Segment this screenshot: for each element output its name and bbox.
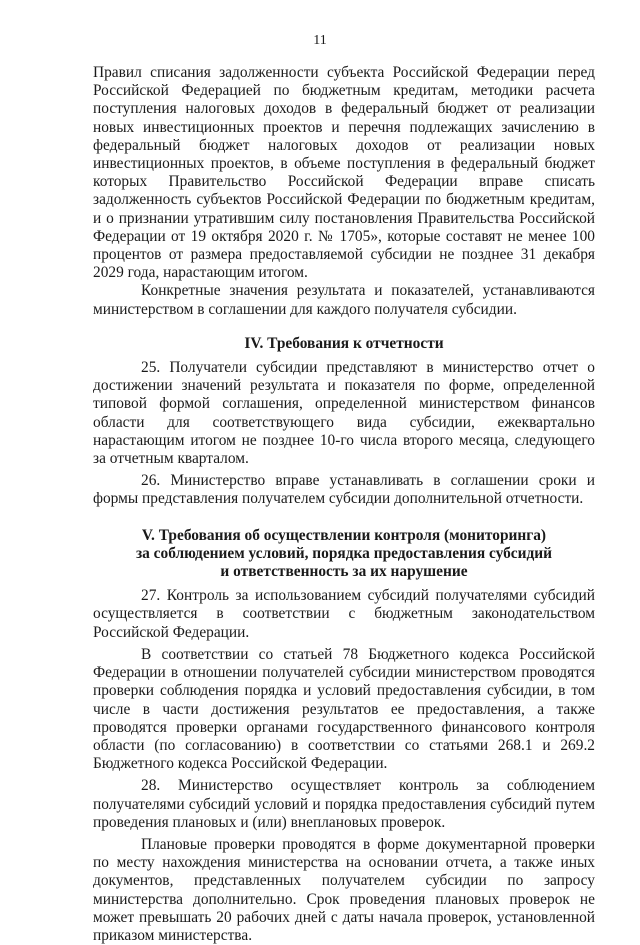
paragraph-27: 27. Контроль за использованием субсидий получателями субсидий осуществляется в соответствии с бюджетным законодательством Российской Федерации. [93,587,595,641]
paragraph-25: 25. Получатели субсидии представляют в министерство отчет о достижении значений результата и показателя по форме, определенной типовой формой соглашения, определенной министерством финансов области для соответствующего вида субсидии, ежеквартально нарастающим итогом не позднее 10-го числа второго месяца, следующего за отчетным кварталом. [93,359,595,468]
paragraph-28: 28. Министерство осуществляет контроль за соблюдением получателями субсидий условий и порядка предоставления субсидий путем проведения плановых и (или) внеплановых проверок. [93,777,595,831]
paragraph-article-78: В соответствии со статьей 78 Бюджетного кодекса Российской Федерации в отношении получателей субсидии министерством проводятся проверки соблюдения порядка и условий предоставления субсидии, в том числе в части достижения результатов ее предоставления, а также проводятся проверки органами государственного финансового контроля области (по согласованию) в соответствии со статьями 268.1 и 269.2 Бюджетного кодекса Российской Федерации. [93,645,595,773]
paragraph-planned-checks: Плановые проверки проводятся в форме документарной проверки по месту нахождения министерства на основании отчета, а также иных документов, представленных получателем субсидии по запросу министерства дополнительно. Срок проведения плановых проверок не может превышать 20 рабочих дней с даты начала проверок, установленной приказом министерства. [93,835,595,944]
section-v-heading-line: и ответственность за их нарушение [220,563,468,581]
section-v-heading [93,527,595,582]
document-body [93,64,595,945]
section-v-heading-line: за соблюдением условий, порядка предоставления субсидий [135,544,553,562]
paragraph-26: 26. Министерство вправе устанавливать в соглашении сроки и формы представления получателем субсидии дополнительной отчетности. [93,472,595,508]
section-iv-heading: IV. Требования к отчетности [244,334,444,352]
page-number: 11 [313,33,327,48]
results-paragraph: Конкретные значения результата и показателей, устанавливаются министерством в соглашении для каждого получателя субсидии. [93,282,595,318]
intro-paragraph: Правил списания задолженности субъекта Российской Федерации перед Российской Федерацией по бюджетным кредитам, методики расчета поступления налоговых доходов в федеральный бюджет от реализации новых инвестиционных проектов и перечня подлежащих зачислению в федеральный бюджет налоговых доходов от реализации новых инвестиционных проектов, в объеме поступления в федеральный бюджет которых Правительство Российской Федерации вправе списать задолженность субъектов Российской Федерации по бюджетным кредитам, и о признании утратившим силу постановления Правительства Российской Федерации от 19 октября 2020 г. № 1705», которые составят не менее 100 процентов от размера предоставляемой субсидии не позднее 31 декабря 2029 года, нарастающим итогом. [93,64,595,282]
section-v-heading-line: V. Требования об осуществлении контроля (мониторинга) [141,526,547,544]
